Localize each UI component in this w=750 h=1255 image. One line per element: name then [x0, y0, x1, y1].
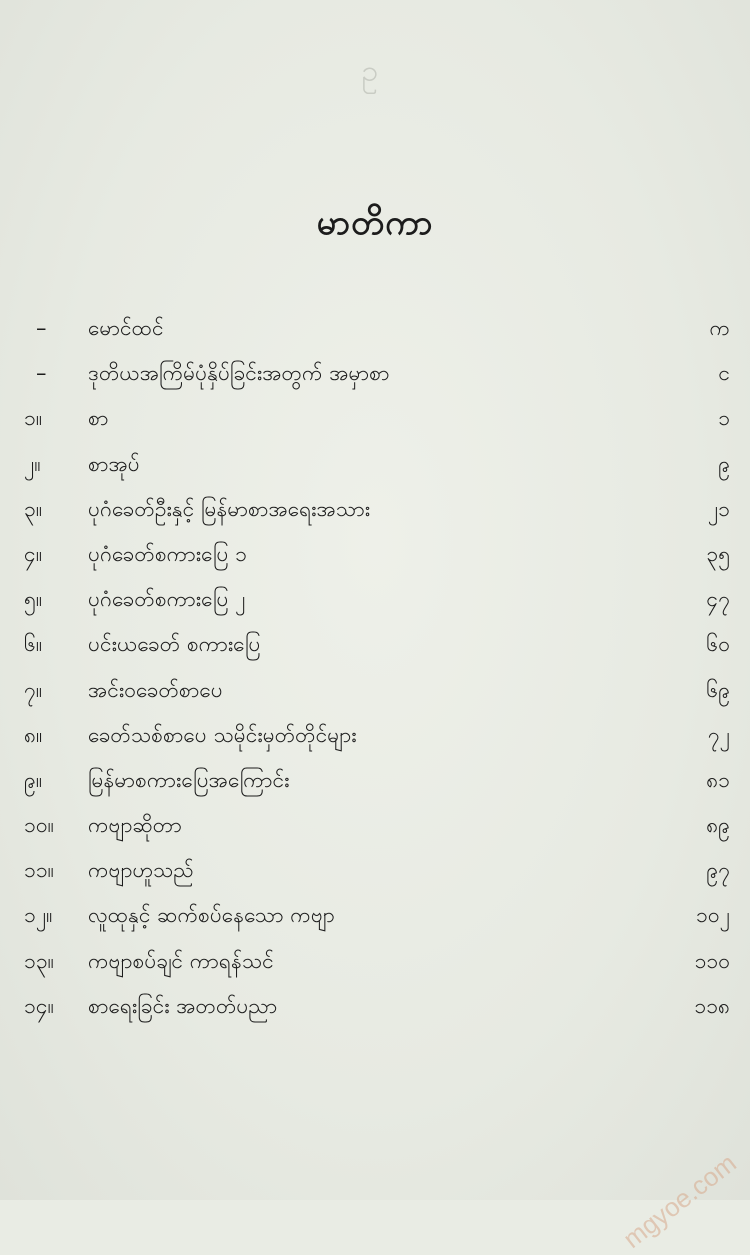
toc-label: ပုဂံခေတ်ဦးနှင့် မြန်မာစာအရေးအသား	[88, 496, 371, 521]
toc-page: ၁၁၈	[694, 993, 730, 1018]
toc-number: ၁၂။	[24, 903, 53, 928]
toc-label: ကဗျာဆိုတာ	[88, 813, 182, 838]
toc-label: မြန်မာစကားပြေအကြောင်း	[88, 767, 290, 792]
toc-label: စာအုပ်	[88, 451, 140, 476]
toc-row	[0, 306, 750, 351]
toc-page: ၈၁	[706, 767, 730, 792]
toc-label: ပင်းယခေတ် စကားပြေ	[88, 632, 261, 657]
toc-number: ၁၁။	[24, 858, 54, 883]
toc-row	[0, 442, 750, 487]
faded-page-mark: ဥ	[361, 54, 379, 89]
toc-number: –	[36, 316, 47, 340]
toc-number: ၁။	[24, 406, 43, 431]
toc-row	[0, 984, 750, 1029]
toc-number: ၁၃။	[24, 948, 54, 973]
toc-row	[0, 532, 750, 577]
toc-row	[0, 758, 750, 803]
toc-label: အင်းဝခေတ်စာပေ	[88, 677, 223, 702]
toc-number: ၁၀။	[24, 813, 54, 838]
toc-number: ၅။	[24, 587, 43, 612]
toc-page: ၉၇	[706, 858, 730, 883]
toc-number: –	[36, 361, 47, 386]
toc-row	[0, 396, 750, 441]
toc-page: ၈၉	[706, 813, 730, 838]
toc-label: ပုဂံခေတ်စကားပြေ ၂	[88, 587, 246, 612]
toc-page: ၇၂	[707, 722, 730, 747]
toc-label: စာရေးခြင်း အတတ်ပညာ	[88, 993, 278, 1018]
toc-row	[0, 713, 750, 758]
toc-label: လူထုနှင့် ဆက်စပ်နေသော ကဗျာ	[88, 903, 335, 928]
toc-number: ၂။	[24, 451, 41, 476]
toc-page: ၃၅	[706, 541, 730, 566]
toc-row	[0, 351, 750, 396]
toc-page: ၁	[718, 406, 730, 431]
toc-row	[0, 803, 750, 848]
toc-page: ၉	[718, 451, 730, 476]
toc-page: ၄၇	[706, 587, 730, 612]
toc-page: ၆၀	[706, 632, 730, 657]
toc-page: င	[718, 361, 730, 386]
table-of-contents	[0, 306, 750, 1029]
toc-label: ဒုတိယအကြိမ်ပုံနှိပ်ခြင်းအတွက် အမှာစာ	[88, 361, 390, 386]
toc-row	[0, 893, 750, 938]
toc-row	[0, 848, 750, 893]
toc-number: ၉။	[24, 767, 43, 792]
toc-page: ၁၁၀	[694, 948, 730, 973]
toc-row	[0, 487, 750, 532]
toc-number: ၈။	[24, 722, 43, 747]
toc-number: ၁၄။	[24, 993, 54, 1018]
toc-number: ၃။	[24, 496, 43, 521]
toc-row	[0, 577, 750, 622]
toc-label: ခေတ်သစ်စာပေ သမိုင်းမှတ်တိုင်များ	[88, 722, 357, 747]
toc-number: ၄။	[24, 541, 43, 566]
page-title: မာတိကာ	[316, 203, 434, 243]
toc-label: ပုဂံခေတ်စကားပြေ ၁	[88, 541, 247, 566]
toc-page: ၆၉	[706, 677, 730, 702]
toc-number: ၇။	[24, 677, 43, 702]
toc-page: က	[709, 316, 730, 340]
toc-row	[0, 939, 750, 984]
toc-number: ၆။	[24, 632, 43, 657]
toc-page: ၁၀၂	[696, 903, 730, 928]
toc-row	[0, 622, 750, 667]
toc-label: မောင်ထင်	[88, 316, 164, 340]
toc-row	[0, 668, 750, 713]
toc-label: ကဗျာစပ်ချင် ကာရန်သင်	[88, 948, 274, 973]
toc-label: ကဗျာဟူသည်	[88, 858, 194, 883]
toc-label: စာ	[88, 406, 109, 431]
toc-page: ၂၁	[707, 496, 730, 521]
site-watermark: mgyoe.com	[617, 1147, 742, 1254]
